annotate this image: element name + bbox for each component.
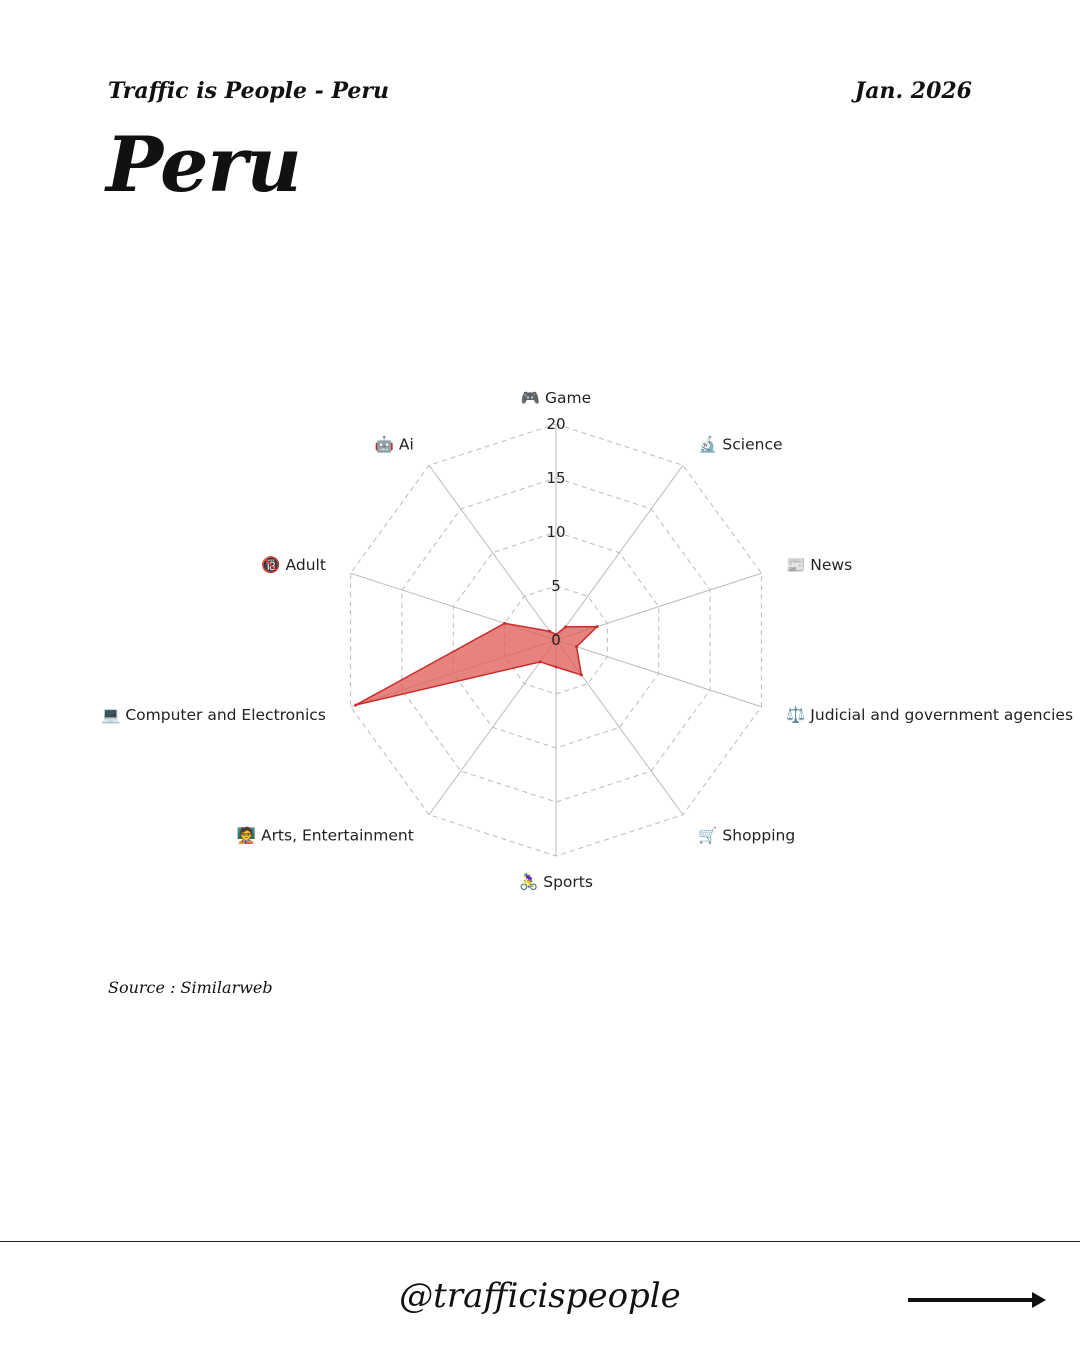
data-point [354, 704, 357, 707]
source-note: Source : Similarweb [108, 978, 273, 997]
axis-label: 💻 Computer and Electronics [101, 705, 326, 724]
tick-label: 20 [546, 415, 566, 433]
data-point [555, 666, 558, 669]
axis-label: 🚴‍♀️ Sports [519, 872, 593, 891]
axis-spoke [556, 465, 683, 640]
data-point [580, 673, 583, 676]
axis-label: 🔬 Science [698, 435, 783, 454]
axis-label: 🧑‍🏫 Arts, Entertainment [236, 826, 414, 845]
data-point [539, 660, 542, 663]
series-area [356, 623, 597, 705]
tick-label: 0 [551, 631, 561, 649]
series-title: Traffic is People - Peru [108, 78, 389, 104]
axis-label: 🎮 Game [520, 389, 592, 408]
data-point [503, 622, 506, 625]
footer-divider [0, 1241, 1080, 1242]
tick-label: 15 [546, 469, 566, 487]
data-point [596, 625, 599, 628]
axis-label: 🔞 Adult [261, 556, 326, 575]
tick-label: 5 [551, 577, 561, 595]
data-point [575, 645, 578, 648]
axis-label: 🛒 Shopping [698, 826, 796, 845]
axis-spoke [429, 465, 556, 640]
axis-spoke [556, 640, 761, 707]
social-handle[interactable]: @trafficispeople [399, 1276, 681, 1316]
data-point [564, 625, 567, 628]
page-title: Peru [106, 120, 301, 209]
axis-label: ⚖️ Judicial and government agencies [786, 705, 1074, 724]
axis-label: 🤖 Ai [374, 435, 414, 454]
tick-label: 10 [546, 523, 566, 541]
date-label: Jan. 2026 [854, 78, 972, 104]
arrow-right-icon[interactable] [908, 1288, 1048, 1312]
axis-label: 📰 News [786, 556, 853, 575]
